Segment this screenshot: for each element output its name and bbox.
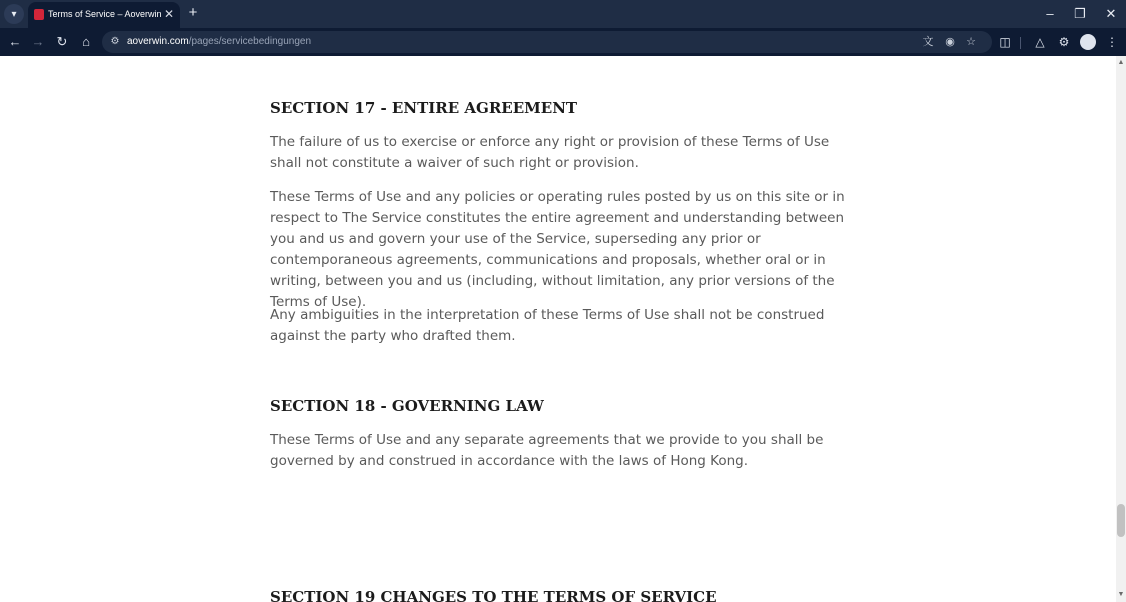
section-17-paragraph-3: Any ambiguities in the interpretation of these Terms of Use shall not be construed against the party who drafted them.: [270, 307, 825, 344]
url-path: /pages/servicebedingungen: [188, 36, 312, 47]
reload-icon[interactable]: ↻: [56, 34, 68, 49]
section-17-paragraph-1: The failure of us to exercise or enforce any right or provision of these Terms of Use shall not constitute a waiver of such right or provision.: [270, 134, 830, 171]
address-bar[interactable]: [102, 31, 992, 53]
site-info-icon[interactable]: ⚙: [110, 36, 120, 47]
page-viewport: [0, 56, 1116, 602]
tab-search-chevron-icon[interactable]: ▾: [4, 4, 24, 24]
profile-avatar-icon[interactable]: [1080, 34, 1096, 50]
back-arrow-icon[interactable]: ←: [8, 34, 22, 49]
new-tab-plus-icon[interactable]: +: [188, 4, 198, 21]
browser-tab-strip: [0, 0, 1126, 28]
minimize-icon[interactable]: –: [1046, 6, 1054, 21]
url-text[interactable]: [127, 36, 311, 47]
tab-title: Terms of Service – Aoverwin: [48, 9, 162, 19]
extensions-icon[interactable]: ◫: [999, 35, 1011, 49]
menu-kebab-icon[interactable]: ⋮: [1106, 35, 1118, 49]
forward-arrow-icon[interactable]: →: [31, 34, 45, 49]
bookmark-star-icon[interactable]: ☆: [966, 36, 976, 48]
section-18-heading: SECTION 18 - GOVERNING LAW: [270, 397, 544, 415]
section-19-heading: SECTION 19 CHANGES TO THE TERMS OF SERVICE: [270, 588, 717, 602]
scroll-up-arrow-icon[interactable]: ▲: [1117, 59, 1125, 66]
section-17-heading: SECTION 17 - ENTIRE AGREEMENT: [270, 99, 578, 117]
aoverwin-favicon-icon: [34, 9, 44, 20]
tab-close-icon[interactable]: ✕: [163, 7, 175, 21]
labs-flask-icon[interactable]: △: [1035, 35, 1045, 49]
page-scrollbar[interactable]: [1116, 56, 1126, 602]
active-tab[interactable]: [28, 2, 180, 28]
restore-icon[interactable]: ❐: [1074, 6, 1086, 21]
home-icon[interactable]: ⌂: [82, 34, 90, 49]
section-18-paragraph-1: These Terms of Use and any separate agreements that we provide to you shall be governed by and construed in accordance with the laws of Hong Kong.: [270, 432, 824, 469]
toolbar-divider: [1020, 37, 1021, 49]
performance-icon[interactable]: ⚙: [1058, 35, 1070, 49]
url-host: aoverwin.com: [127, 36, 189, 47]
browser-toolbar: [0, 28, 1126, 56]
scrollbar-thumb[interactable]: [1117, 504, 1125, 537]
scroll-down-arrow-icon[interactable]: ▼: [1117, 591, 1125, 598]
window-close-icon[interactable]: ✕: [1105, 6, 1117, 21]
tracking-protection-eye-icon[interactable]: ◉: [945, 36, 955, 48]
section-17-paragraph-2: These Terms of Use and any policies or operating rules posted by us on this site or in respect to The Service constitutes the entire agreement and understanding between you and us and govern your use of the Service, superseding any prior or contemporaneous agreements, communications and proposals, whether oral or in writing, between you and us (including, without limitation, any prior versions of the Terms of Use).: [270, 189, 845, 310]
translate-icon[interactable]: 文: [922, 36, 934, 48]
